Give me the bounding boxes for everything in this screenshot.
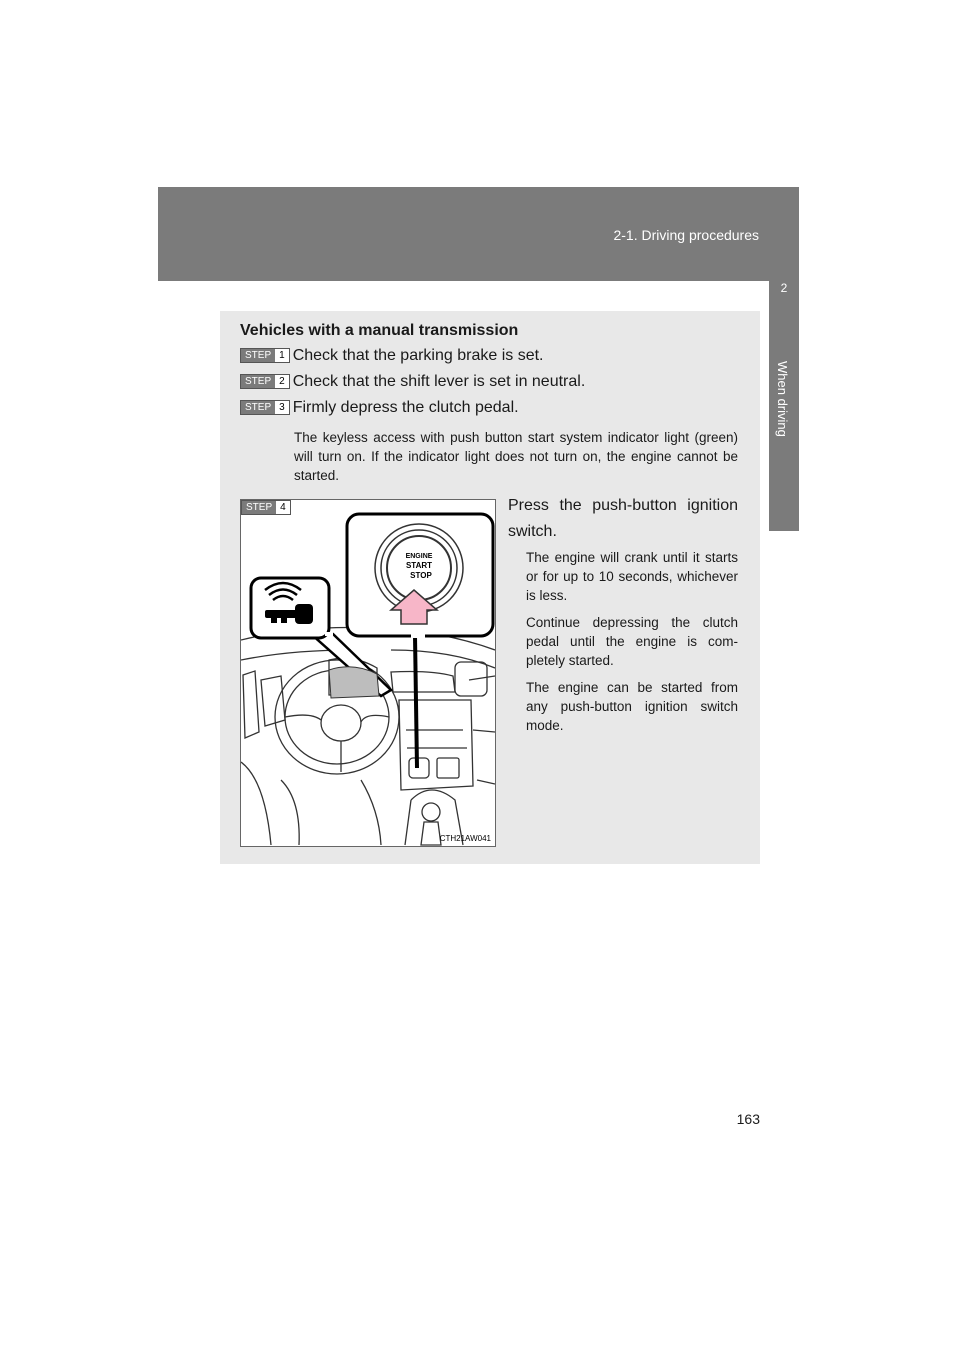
procedure-box [220, 311, 760, 864]
step-badge: STEP 4 [241, 500, 291, 515]
step-4-paragraph-1: The engine will crank until it starts or for up to 10 seconds, whichever is less. [526, 550, 738, 603]
step-text: Firmly depress the clutch pedal. [292, 399, 519, 416]
button-label-stop: STOP [410, 571, 432, 580]
step-badge: STEP 1 [240, 348, 290, 363]
button-label-start: START [405, 561, 433, 570]
chapter-label: When driving [775, 361, 790, 437]
step-4-badge-wrap [241, 500, 294, 518]
step-badge: STEP 2 [240, 374, 290, 389]
step-1 [240, 347, 543, 367]
step-text: Check that the parking brake is set. [292, 347, 544, 364]
step-4-paragraph-3: The engine can be started from any push-button ignition switch mode. [526, 680, 738, 733]
header-band [158, 187, 799, 281]
step-text: Check that the shift lever is set in neutral. [292, 373, 586, 390]
step-badge: STEP 3 [240, 400, 290, 415]
step-3-note: The keyless access with push button start system indicator light (green) will turn on. If the indicator light does not turn on, the engine cannot be started. [294, 430, 738, 483]
procedure-title: Vehicles with a manual transmission [240, 322, 519, 339]
figure-code: CTH21AW041 [439, 834, 491, 843]
chapter-number: 2 [780, 281, 788, 295]
chapter-tab [769, 265, 799, 531]
dashboard-illustration [241, 500, 495, 846]
step-4-text: Press the push-button ignition switch. [508, 497, 738, 540]
ignition-figure [240, 499, 496, 847]
button-label-engine: ENGINE [405, 553, 433, 560]
section-title: 2-1. Driving procedures [613, 227, 759, 243]
step-4-paragraph-2: Continue depressing the clutch pedal until the engine is com-pletely started. [526, 615, 738, 668]
step-2 [240, 373, 585, 393]
page-number: 163 [736, 1111, 760, 1127]
step-3 [240, 399, 519, 419]
